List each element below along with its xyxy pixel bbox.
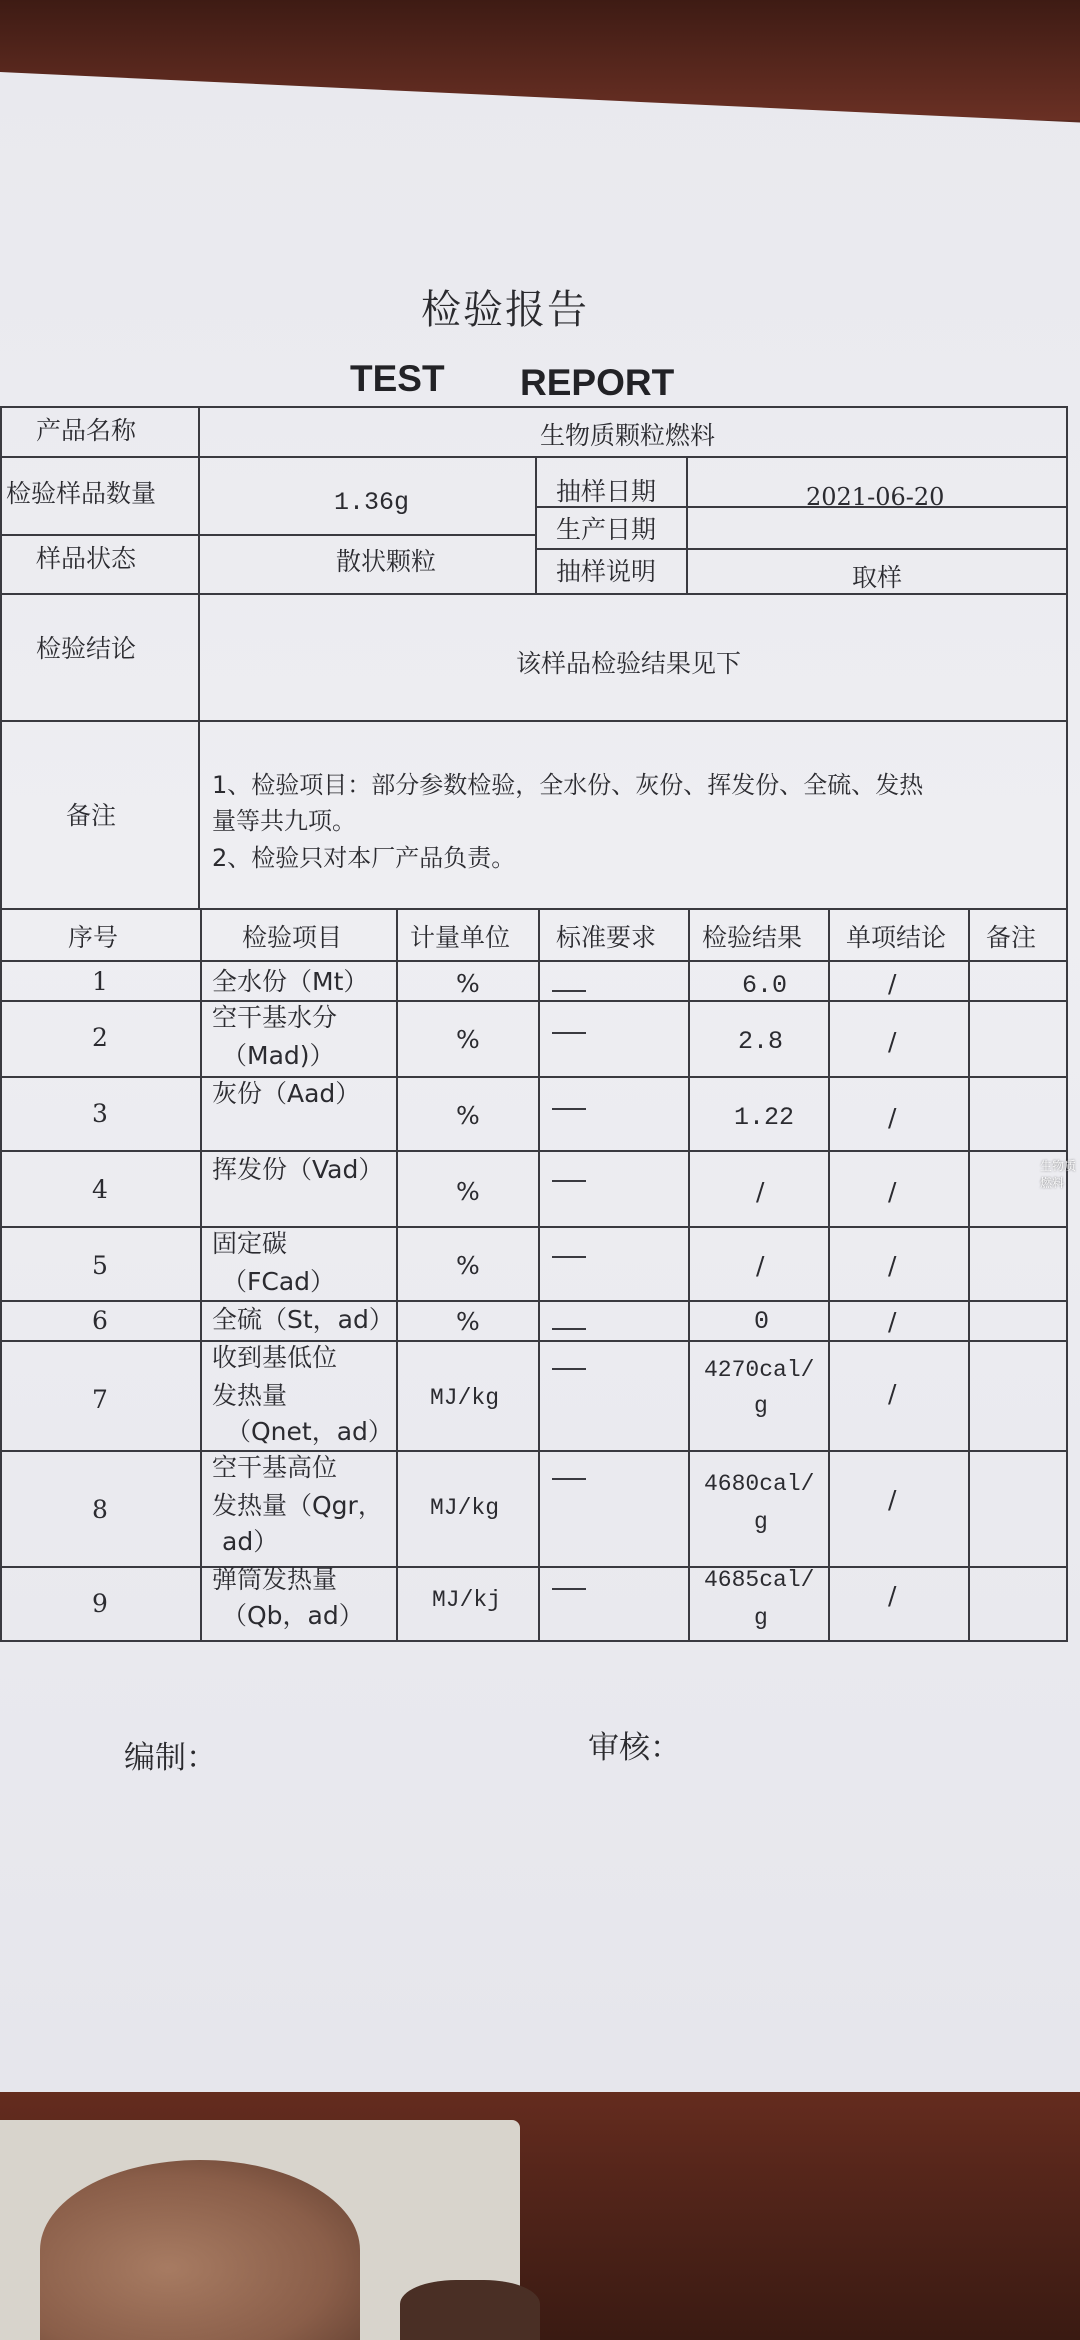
row-conclusion: / [888, 1581, 897, 1610]
report-title-en-report: REPORT [520, 362, 675, 403]
row-item: 挥发份（Vad） [212, 1155, 384, 1184]
row-conclusion: / [888, 1379, 897, 1408]
row-unit: % [456, 1177, 480, 1206]
row-result: 6.0 [742, 971, 788, 1000]
row-item: 灰份（Aad） [212, 1079, 361, 1108]
remarks-line-2: 量等共九项。 [212, 807, 356, 835]
row-item: 全硫（St，ad） [212, 1305, 394, 1334]
header-remark: 备注 [986, 923, 1037, 952]
grid-line [968, 908, 970, 1640]
row-unit: % [456, 1025, 480, 1054]
production-date-label: 生产日期 [556, 515, 657, 544]
row-unit: MJ/kg [430, 1385, 500, 1411]
watermark-text: 生物质燃料 [1040, 1159, 1077, 1190]
grid-line [0, 960, 1068, 962]
header-result: 检验结果 [702, 923, 803, 952]
grid-line [396, 908, 398, 1640]
row-no: 5 [92, 1251, 108, 1280]
row-unit: % [456, 1251, 480, 1280]
row-no: 6 [92, 1306, 108, 1335]
row-no: 4 [92, 1175, 108, 1204]
grid-line [0, 1640, 1068, 1642]
header-no: 序号 [68, 923, 119, 952]
row-no: 9 [92, 1589, 108, 1618]
standard-dash [552, 1478, 586, 1480]
grid-line [200, 908, 202, 1640]
sample-state-value: 散状颗粒 [336, 547, 437, 576]
grid-line [538, 908, 540, 1640]
row-conclusion: / [888, 1307, 897, 1336]
row-unit: MJ/kj [432, 1587, 502, 1613]
product-name-label: 产品名称 [36, 416, 137, 445]
row-result: 4680cal/ [704, 1471, 815, 1497]
row-conclusion: / [888, 1103, 897, 1132]
row-item: 空干基水分 [212, 1003, 338, 1032]
row-result: g [754, 1605, 768, 1631]
grid-line [0, 1450, 1068, 1452]
row-result: g [754, 1509, 768, 1535]
row-no: 1 [92, 967, 108, 996]
row-item: 发热量 [212, 1381, 288, 1410]
row-item: ad） [222, 1527, 279, 1556]
row-conclusion: / [888, 1177, 897, 1206]
row-item: （Mad)） [222, 1041, 335, 1070]
row-result: / [756, 1177, 765, 1206]
row-conclusion: / [888, 969, 897, 998]
header-item: 检验项目 [242, 923, 343, 952]
row-conclusion: / [888, 1251, 897, 1280]
standard-dash [552, 1328, 586, 1330]
grid-line [535, 456, 537, 593]
standard-dash [552, 1180, 586, 1182]
row-item: 收到基低位 [212, 1343, 338, 1372]
row-result: 0 [754, 1307, 770, 1336]
standard-dash [552, 1108, 586, 1110]
row-unit: MJ/kg [430, 1495, 500, 1521]
standard-dash [552, 990, 586, 992]
row-result: g [754, 1393, 768, 1419]
grid-line [535, 548, 1068, 550]
grid-line [0, 1000, 1068, 1002]
compiled-by-label: 编制： [124, 1740, 217, 1776]
sampling-note-label: 抽样说明 [556, 557, 657, 586]
row-conclusion: / [888, 1485, 897, 1514]
person-foot [400, 2280, 540, 2340]
grid-line [0, 720, 1068, 722]
grid-line [198, 406, 200, 908]
row-item: 空干基高位 [212, 1453, 338, 1482]
sample-qty-label: 检验样品数量 [6, 479, 157, 508]
grid-line [0, 593, 1068, 595]
report-title-cn: 检验报告 [421, 287, 589, 333]
row-unit: % [456, 1101, 480, 1130]
row-no: 3 [92, 1099, 108, 1128]
conclusion-value: 该样品检验结果见下 [516, 649, 742, 678]
reviewed-by-label: 审核： [588, 1730, 681, 1766]
row-no: 7 [92, 1385, 108, 1414]
row-item: 发热量（Qgr， [212, 1491, 383, 1520]
standard-dash [552, 1368, 586, 1370]
row-result: 4270cal/ [704, 1357, 815, 1383]
remarks-line-3: 2、检验只对本厂产品负责。 [212, 844, 516, 872]
sample-qty-value: 1.36g [334, 488, 410, 517]
person-leg [40, 2160, 360, 2340]
sampling-date-value: 2021-06-20 [806, 483, 945, 511]
remarks-label: 备注 [66, 801, 117, 830]
sampling-date-label: 抽样日期 [556, 477, 657, 506]
header-unit: 计量单位 [410, 923, 511, 952]
row-result: 4685cal/ [704, 1567, 815, 1593]
sampling-note-value: 取样 [852, 563, 903, 592]
header-standard: 标准要求 [556, 923, 657, 952]
row-result: 2.8 [738, 1027, 784, 1056]
grid-line [686, 456, 688, 593]
grid-line [0, 456, 1068, 458]
row-item: （Qnet，ad） [226, 1417, 393, 1446]
sample-state-label: 样品状态 [36, 544, 137, 573]
row-unit: % [456, 969, 480, 998]
row-item: 弹筒发热量 [212, 1565, 338, 1594]
row-no: 8 [92, 1495, 108, 1524]
row-item: （FCad） [222, 1267, 336, 1296]
row-item: 固定碳 [212, 1229, 288, 1258]
row-item: 全水份（Mt） [212, 967, 369, 996]
report-title-en-test: TEST [350, 358, 445, 399]
standard-dash [552, 1588, 586, 1590]
remarks-line-1: 1、检验项目：部分参数检验，全水份、灰份、挥发份、全硫、发热 [212, 771, 924, 799]
grid-line [0, 908, 1068, 910]
grid-line [0, 1566, 1068, 1568]
row-unit: % [456, 1307, 480, 1336]
row-conclusion: / [888, 1027, 897, 1056]
grid-line [0, 1226, 1068, 1228]
row-no: 2 [92, 1023, 108, 1052]
standard-dash [552, 1032, 586, 1034]
grid-line [688, 908, 690, 1640]
row-result: / [756, 1251, 765, 1280]
header-conclusion: 单项结论 [846, 923, 947, 952]
row-result: 1.22 [734, 1103, 795, 1132]
grid-line [0, 534, 535, 536]
standard-dash [552, 1256, 586, 1258]
grid-line [0, 1150, 1068, 1152]
grid-line [0, 1300, 1068, 1302]
grid-line [0, 406, 1068, 408]
row-item: （Qb，ad） [222, 1601, 364, 1630]
conclusion-label: 检验结论 [36, 634, 137, 663]
grid-line [828, 908, 830, 1640]
product-name-value: 生物质颗粒燃料 [540, 421, 716, 450]
grid-line [0, 406, 2, 1640]
grid-line [1066, 406, 1068, 1640]
grid-line [0, 1340, 1068, 1342]
grid-line [0, 1076, 1068, 1078]
